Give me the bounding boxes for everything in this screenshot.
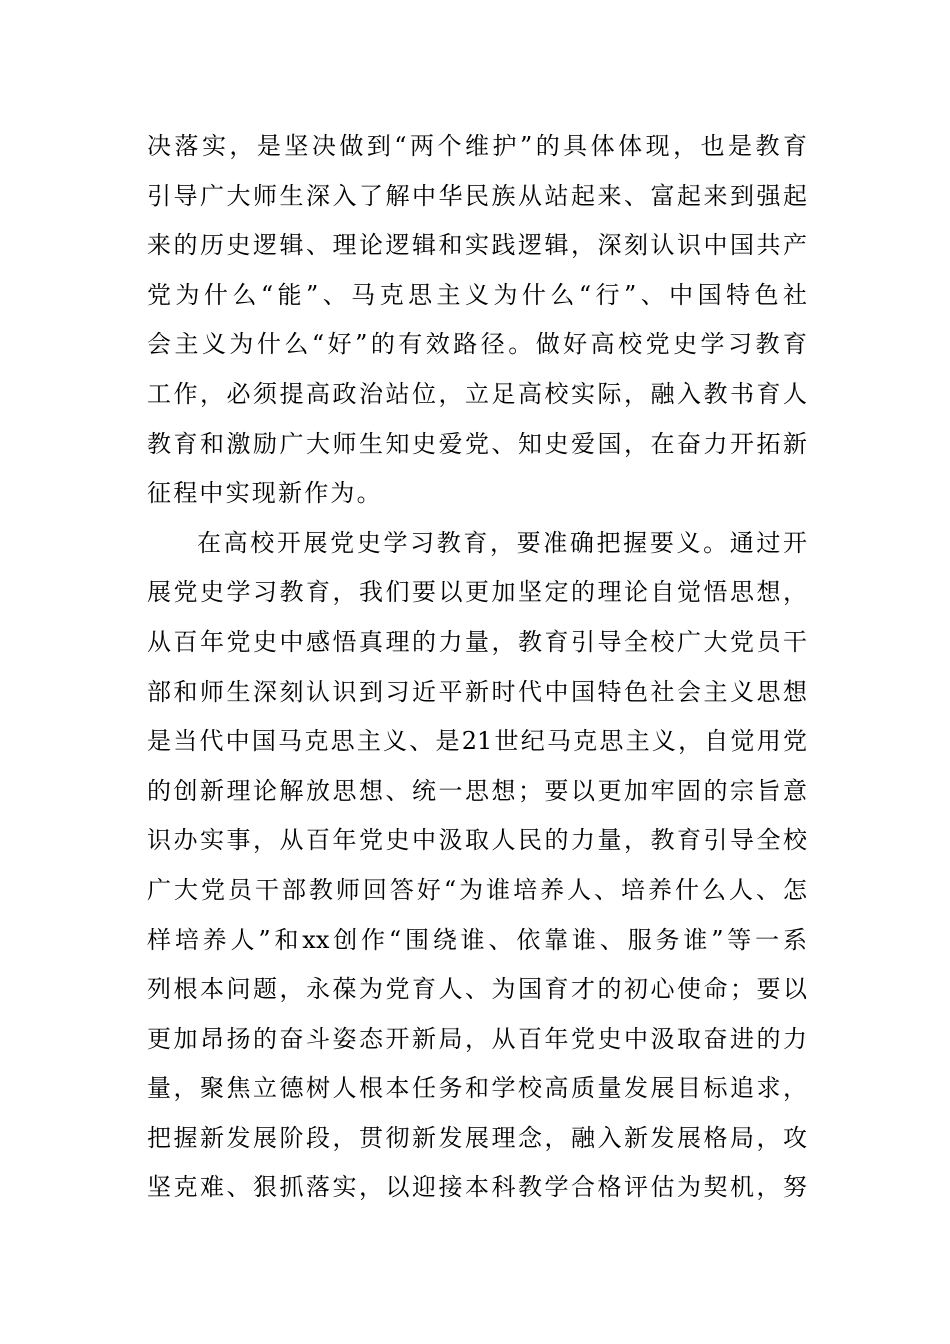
text-line: 会主义为什么“好”的有效路径。做好高校党史学习教育 — [147, 330, 807, 359]
text-line: 是当代中国马克思主义、是21世纪马克思主义，自觉用党 — [147, 727, 807, 756]
text-line: 展党史学习教育，我们要以更加坚定的理论自觉悟思想， — [147, 578, 807, 607]
text-line: 教育和激励广大师生知史爱党、知史爱国，在奋力开拓新 — [147, 429, 807, 458]
paragraph-2 — [147, 519, 807, 1213]
document-body — [147, 122, 807, 1213]
text-line: 从百年党史中感悟真理的力量，教育引导全校广大党员干 — [147, 627, 807, 656]
text-line: 党为什么“能”、马克思主义为什么“行”、中国特色社 — [147, 280, 807, 309]
paragraph-1 — [147, 122, 807, 519]
text-line: 来的历史逻辑、理论逻辑和实践逻辑，深刻认识中国共产 — [147, 231, 807, 260]
text-line: 的创新理论解放思想、统一思想；要以更加牢固的宗旨意 — [147, 776, 807, 805]
text-line: 更加昂扬的奋斗姿态开新局，从百年党史中汲取奋进的力 — [147, 1024, 807, 1053]
text-line: 引导广大师生深入了解中华民族从站起来、富起来到强起 — [147, 181, 807, 210]
text-line: 坚克难、狠抓落实，以迎接本科教学合格评估为契机，努 — [147, 1173, 807, 1202]
text-line: 工作，必须提高政治站位，立足高校实际，融入教书育人 — [147, 379, 807, 408]
text-line: 把握新发展阶段，贯彻新发展理念，融入新发展格局，攻 — [147, 1123, 807, 1152]
text-line: 量，聚焦立德树人根本任务和学校高质量发展目标追求， — [147, 1074, 807, 1103]
text-line: 列根本问题，永葆为党育人、为国育才的初心使命；要以 — [147, 975, 807, 1004]
text-line: 样培养人”和xx创作“围绕谁、依靠谁、服务谁”等一系 — [147, 925, 807, 954]
text-line: 部和师生深刻认识到习近平新时代中国特色社会主义思想 — [147, 677, 807, 706]
text-line: 征程中实现新作为。 — [147, 479, 383, 508]
text-line: 决落实，是坚决做到“两个维护”的具体体现，也是教育 — [147, 132, 807, 160]
text-line: 识办实事，从百年党史中汲取人民的力量，教育引导全校 — [147, 826, 807, 855]
text-line: 在高校开展党史学习教育，要准确把握要义。通过开 — [197, 528, 807, 557]
text-line: 广大党员干部教师回答好“为谁培养人、培养什么人、怎 — [147, 875, 807, 904]
